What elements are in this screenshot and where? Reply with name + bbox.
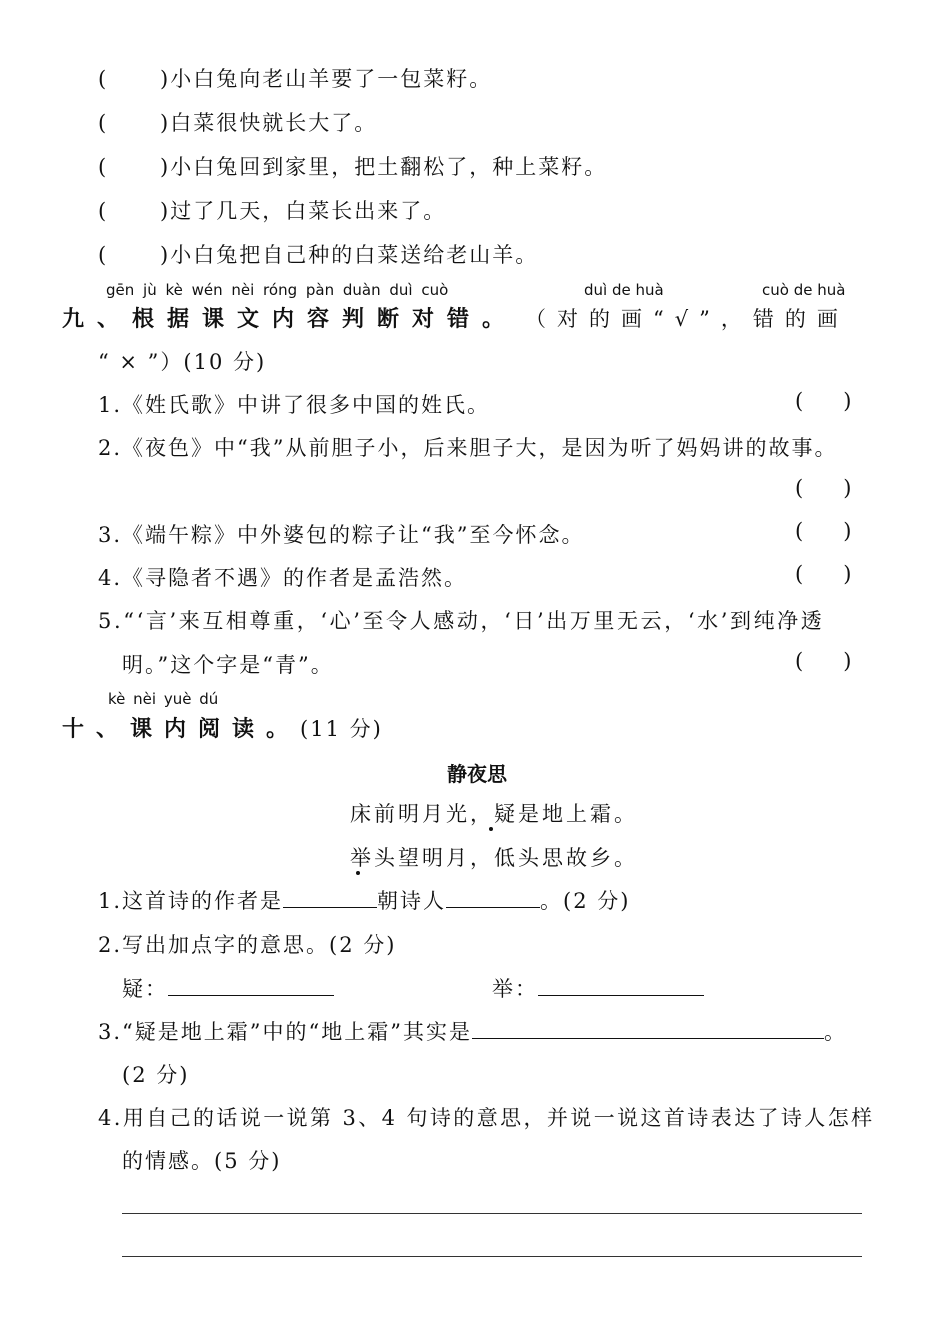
- question-3: [98, 1016, 847, 1046]
- question-2-ju: [492, 973, 704, 1003]
- answer-box-5[interactable]: ( ): [795, 649, 852, 673]
- yi-label: 疑：: [122, 977, 168, 1001]
- answer-line-1[interactable]: [122, 1213, 862, 1214]
- answer-line-2[interactable]: [122, 1256, 862, 1257]
- ju-label: 举：: [492, 977, 538, 1001]
- question-4-cont: 的情感。(5 分): [122, 1149, 282, 1173]
- question-2: 2.写出加点字的意思。(2 分): [98, 933, 397, 957]
- poem-line-1: 床前明月光，疑是地上霜。: [350, 802, 638, 826]
- question-3-blank[interactable]: [472, 1020, 824, 1039]
- section9-heading: 九、根据课文内容判断对错。: [62, 306, 518, 332]
- question-4: 4.用自己的话说一说第 3、4 句诗的意思，并说一说这首诗表达了诗人怎样: [98, 1106, 875, 1130]
- order-item-text: 过了几天，白菜长出来了。: [170, 199, 447, 223]
- section9-instruction: [525, 303, 849, 333]
- order-paren-close: ): [160, 67, 171, 91]
- order-item: [98, 151, 607, 181]
- order-item: [98, 63, 492, 93]
- poet-blank[interactable]: [446, 889, 540, 908]
- judge-item-4: 4.《寻隐者不遇》的作者是孟浩然。: [98, 566, 468, 590]
- check-mark-icon: √: [674, 307, 700, 331]
- order-item-text: 小白兔回到家里，把土翻松了，种上菜籽。: [170, 155, 608, 179]
- question-1: [98, 885, 630, 915]
- poem-title: 静夜思: [447, 762, 507, 786]
- answer-box-1[interactable]: ( ): [795, 389, 852, 413]
- order-paren-open[interactable]: (: [98, 243, 109, 267]
- section10-heading-row: [62, 712, 383, 743]
- section9-pinyin-cuo: cuò de huà: [762, 281, 846, 299]
- order-paren-close: ): [160, 155, 171, 179]
- order-item: [98, 107, 377, 137]
- question-3-end: 。: [823, 1020, 847, 1044]
- emphasis-dot: [356, 871, 360, 875]
- question-3-text: 3.“疑是地上霜”中的“地上霜”其实是: [98, 1020, 472, 1044]
- order-paren-open[interactable]: (: [98, 155, 109, 179]
- order-item: [98, 195, 446, 225]
- ju-blank[interactable]: [538, 977, 704, 996]
- order-paren-close: ): [160, 111, 171, 135]
- question-1-text: 1.这首诗的作者是: [98, 889, 284, 913]
- judge-item-5: 5.“‘言’来互相尊重，‘心’至令人感动，‘日’出万里无云，‘水’到纯净透: [98, 609, 825, 633]
- instruction-part-b: ”，错的画: [699, 307, 849, 331]
- section9-instruction-cont: “ × ”）(10 分): [98, 350, 267, 374]
- judge-item-3: 3.《端午粽》中外婆包的粽子让“我”至今怀念。: [98, 523, 585, 547]
- section10-pinyin: kè nèi yuè dú: [108, 690, 219, 708]
- answer-box-3[interactable]: ( ): [795, 519, 852, 543]
- yi-blank[interactable]: [168, 977, 334, 996]
- section9-pinyin: gēn jù kè wén nèi róng pàn duàn duì cuò: [106, 281, 449, 299]
- order-paren-open[interactable]: (: [98, 199, 109, 223]
- instruction-part-a: （对的画“: [525, 307, 675, 331]
- dynasty-blank[interactable]: [283, 889, 377, 908]
- section9-pinyin-dui: duì de huà: [584, 281, 664, 299]
- order-paren-open[interactable]: (: [98, 67, 109, 91]
- section10-heading: 十、课内阅读。: [62, 716, 301, 742]
- judge-item-2: 2.《夜色》中“我”从前胆子小，后来胆子大，是因为听了妈妈讲的故事。: [98, 436, 838, 460]
- order-item-text: 白菜很快就长大了。: [170, 111, 378, 135]
- emphasis-dot: [489, 827, 493, 831]
- order-item: [98, 239, 538, 269]
- order-paren-open[interactable]: (: [98, 111, 109, 135]
- question-3-score: (2 分): [122, 1063, 190, 1087]
- section10-score: (11 分): [300, 717, 383, 741]
- question-2-yi: [122, 973, 334, 1003]
- judge-item-5-cont: 明。”这个字是“青”。: [122, 653, 334, 677]
- order-item-text: 小白兔向老山羊要了一包菜籽。: [170, 67, 493, 91]
- order-paren-close: ): [160, 199, 171, 223]
- order-item-text: 小白兔把自己种的白菜送给老山羊。: [170, 243, 539, 267]
- question-1-mid: 朝诗人: [377, 889, 447, 913]
- order-paren-close: ): [160, 243, 171, 267]
- poem-line-2: 举头望明月，低头思故乡。: [350, 846, 638, 870]
- answer-box-2[interactable]: ( ): [795, 476, 852, 500]
- question-1-end: 。(2 分): [540, 889, 631, 913]
- judge-item-1: 1.《姓氏歌》中讲了很多中国的姓氏。: [98, 393, 491, 417]
- answer-box-4[interactable]: ( ): [795, 562, 852, 586]
